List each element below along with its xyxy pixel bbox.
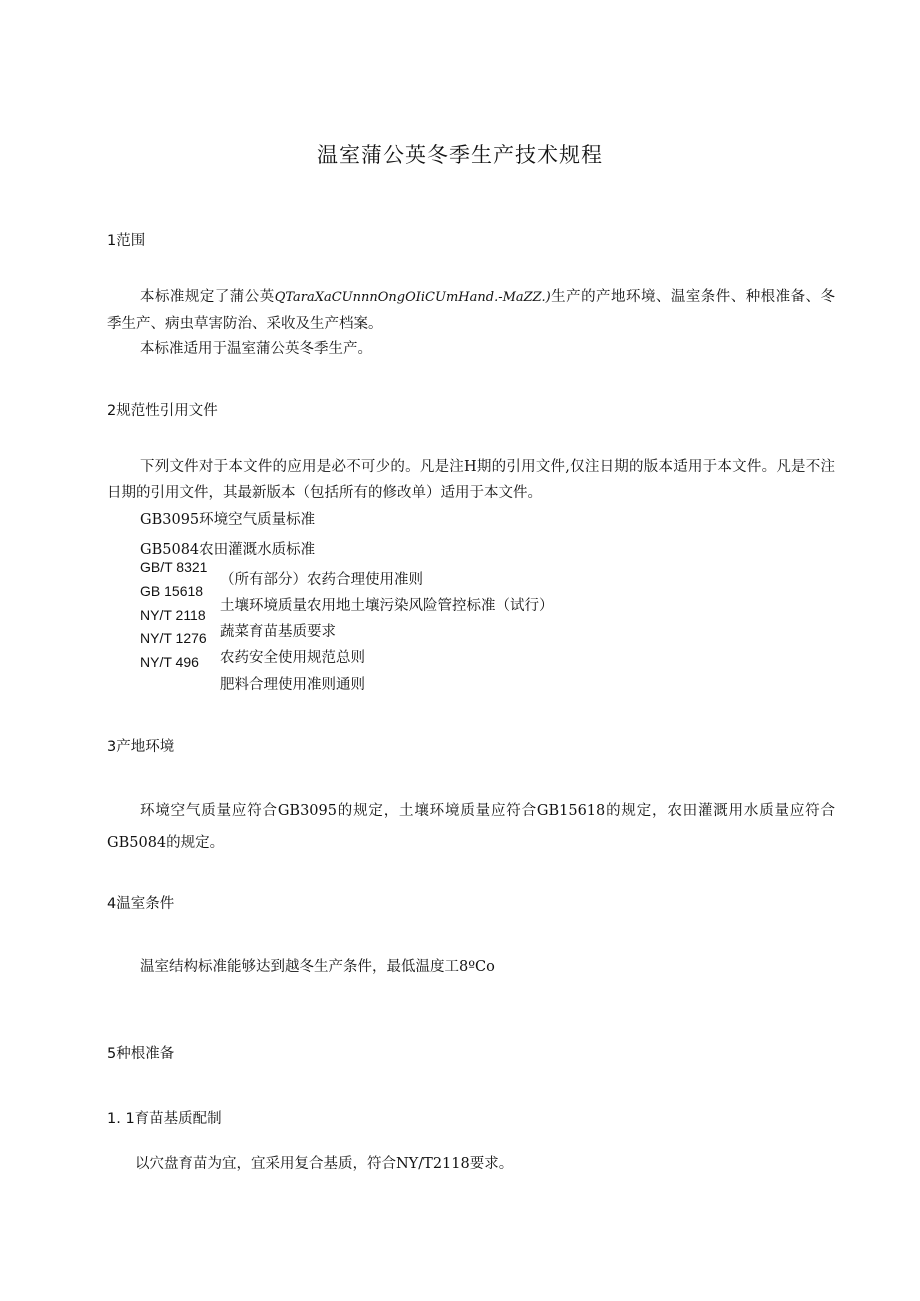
section-4-heading: 4温室条件	[107, 896, 175, 912]
section-2-heading: 2规范性引用文件	[107, 403, 218, 419]
reference-title: 土壤环境质量农用地土壤污染风险管控标准（试行）	[220, 598, 554, 614]
page-title: 温室蒲公英冬季生产技术规程	[317, 143, 603, 167]
section-1-paragraph-1	[107, 284, 835, 337]
reference-gb3095: GB3095环境空气质量标准	[140, 512, 316, 528]
scope-text-a: 本标准规定了蒲公英	[140, 289, 275, 305]
reference-code: NY/T 2118	[140, 607, 206, 623]
reference-code: GB 15618	[140, 583, 204, 599]
reference-title: 蔬菜育苗基质要求	[220, 624, 336, 640]
section-1-paragraph-2: 本标准适用于温室蒲公英冬季生产。	[140, 341, 372, 357]
reference-title: 农药安全使用规范总则	[220, 650, 365, 666]
subsection-5-1-heading: 1. 1育苗基质配制	[107, 1111, 222, 1127]
section-3-paragraph-1: 环境空气质量应符合GB3095的规定，土壤环境质量应符合GB15618的规定，农田灌溉用水质量应符合GB5084的规定。	[107, 803, 835, 851]
reference-title: 肥料合理使用准则通则	[220, 677, 365, 693]
scope-text-b: 生产的产地环境、温室条件、种根准备、冬季生产、病虫草害防治、采收及生产档案。	[107, 289, 836, 332]
reference-code: GB/T 8321	[140, 559, 208, 575]
subsection-5-1-paragraph: 以穴盘育苗为宜，宜采用复合基质，符合NY/T2118要求。	[135, 1156, 514, 1172]
reference-code: NY/T 496	[140, 654, 199, 670]
reference-title: （所有部分）农药合理使用准则	[220, 572, 423, 588]
section-1-heading: 1范围	[107, 233, 146, 249]
section-4-paragraph-1: 温室结构标准能够达到越冬生产条件，最低温度工8ºCo	[140, 959, 495, 975]
latin-name: QTaraXaCUnnnOngOIiCUmHand.-MaZZ.)	[274, 290, 551, 305]
reference-code: NY/T 1276	[140, 630, 207, 646]
section-2-paragraph-1: 下列文件对于本文件的应用是必不可少的。凡是注H期的引用文件,仅注日期的版本适用于本文件。凡是不注日期的引用文件，其最新版本（包括所有的修改单）适用于本文件。	[107, 459, 835, 501]
section-5-heading: 5种根准备	[107, 1046, 175, 1062]
reference-gb5084: GB5084农田灌溉水质标准	[140, 542, 316, 558]
section-3-heading: 3产地环境	[107, 739, 175, 755]
